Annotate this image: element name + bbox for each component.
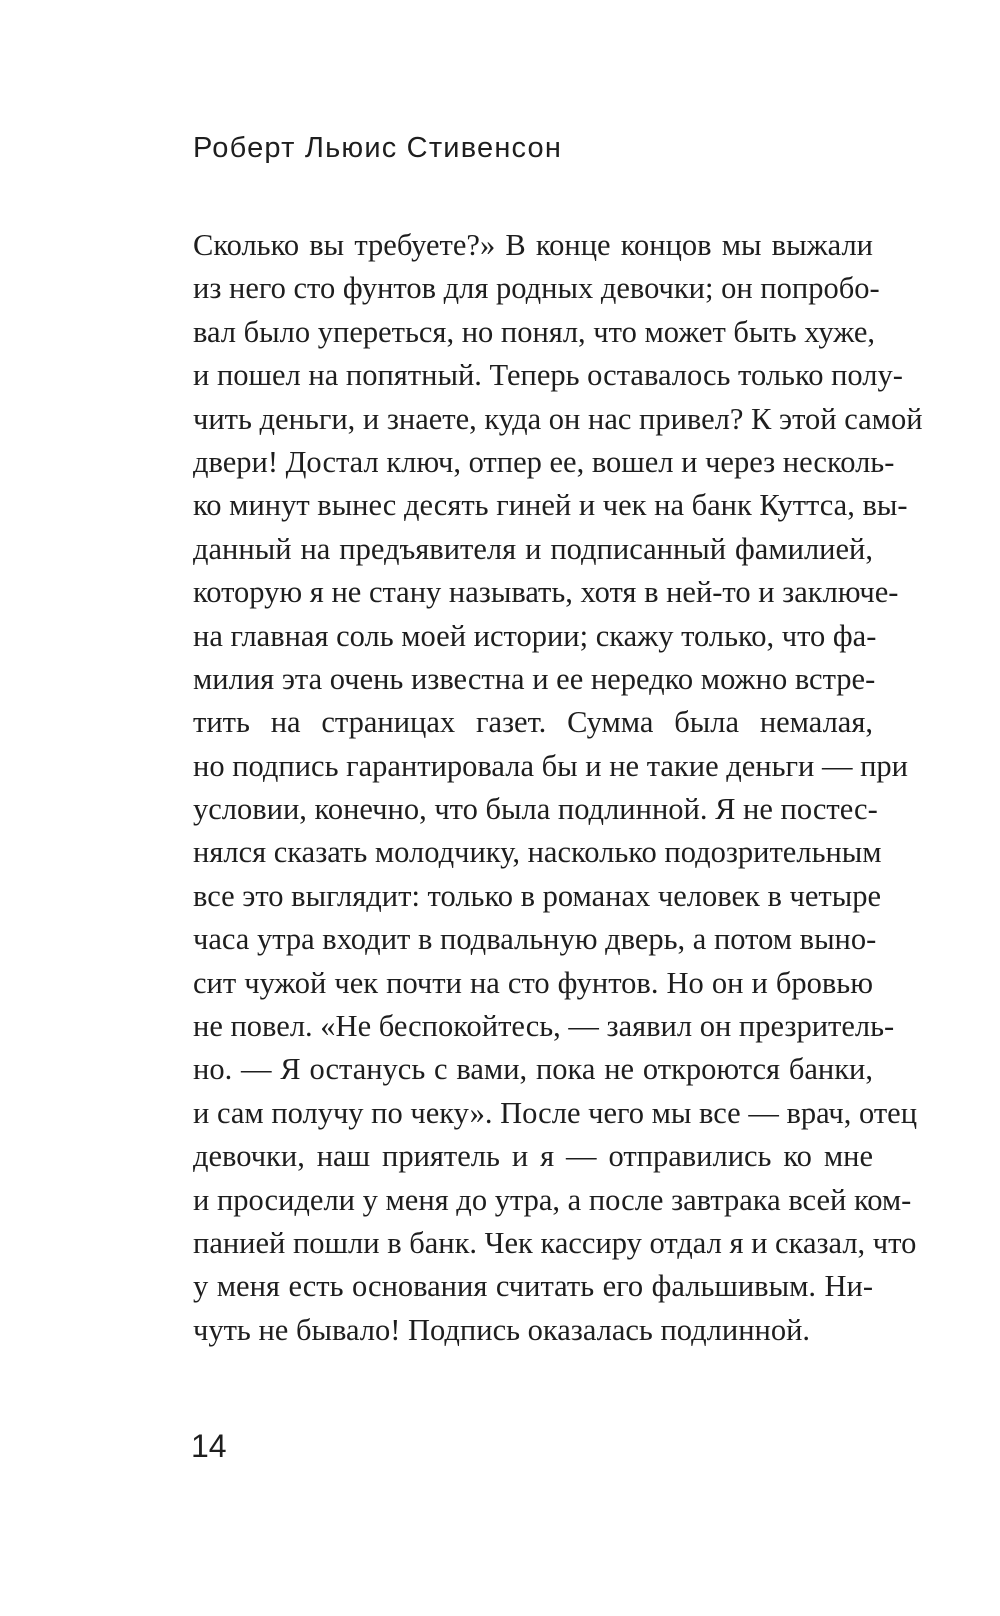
text-line: чить деньги, и знаете, куда он нас привел? К этой самой [193, 401, 923, 436]
text-line: все это выглядит: только в романах человек в четыре [193, 878, 881, 913]
text-line: условии, конечно, что была подлинной. Я не постес- [193, 792, 878, 827]
text-line: из него сто фунтов для родных девочки; он попробо- [193, 271, 880, 306]
text-line: милия эта очень известна и ее нередко можно встре- [193, 661, 876, 696]
text-line: и сам получу по чеку». После чего мы все — врач, отец [193, 1095, 918, 1130]
text-line: чуть не бывало! Подпись оказалась подлинной. [193, 1312, 811, 1347]
text-line: панией пошли в банк. Чек кассиру отдал я и сказал, что [193, 1225, 917, 1260]
text-line: у меня есть основания считать его фальшивым. Ни- [193, 1269, 873, 1304]
text-line: но подпись гарантировала бы и не такие деньги — при [193, 748, 908, 783]
text-line: вал было упереться, но понял, что может быть хуже, [193, 314, 876, 349]
page-number: 14 [191, 1428, 227, 1464]
text-line: двери! Достал ключ, отпер ее, вошел и через несколь- [193, 444, 895, 479]
text-line: не повел. «Не беспокойтесь, — заявил он презритель- [193, 1009, 895, 1044]
text-line: Сколько вы требуете?» В конце концов мы выжали [193, 228, 873, 262]
text-line: на главная соль моей истории; скажу только, что фа- [193, 618, 877, 653]
running-header-author: Роберт Льюис Стивенсон [193, 132, 563, 164]
text-line: ко минут вынес десять гиней и чек на банк Куттса, вы- [193, 488, 908, 523]
text-line: и пошел на попятный. Теперь оставалось только полу- [193, 358, 903, 393]
text-line: но. — Я останусь с вами, пока не откроются банки, [193, 1052, 873, 1087]
text-line: тить на страницах газет. Сумма была немалая, [193, 705, 873, 740]
body-text [193, 224, 923, 1352]
text-line: и просидели у меня до утра, а после завтрака всей ком- [193, 1182, 912, 1217]
text-line: сит чужой чек почти на сто фунтов. Но он и бровью [193, 965, 873, 1000]
text-line: девочки, наш приятель и я — отправились ко мне [193, 1139, 873, 1174]
text-line: которую я не стану называть, хотя в ней-то и заключе- [193, 575, 899, 610]
text-line: часа утра входит в подвальную дверь, а потом выно- [193, 922, 877, 957]
text-line: данный на предъявителя и подписанный фамилией, [193, 531, 873, 566]
text-line: нялся сказать молодчику, насколько подозрительным [193, 835, 882, 870]
